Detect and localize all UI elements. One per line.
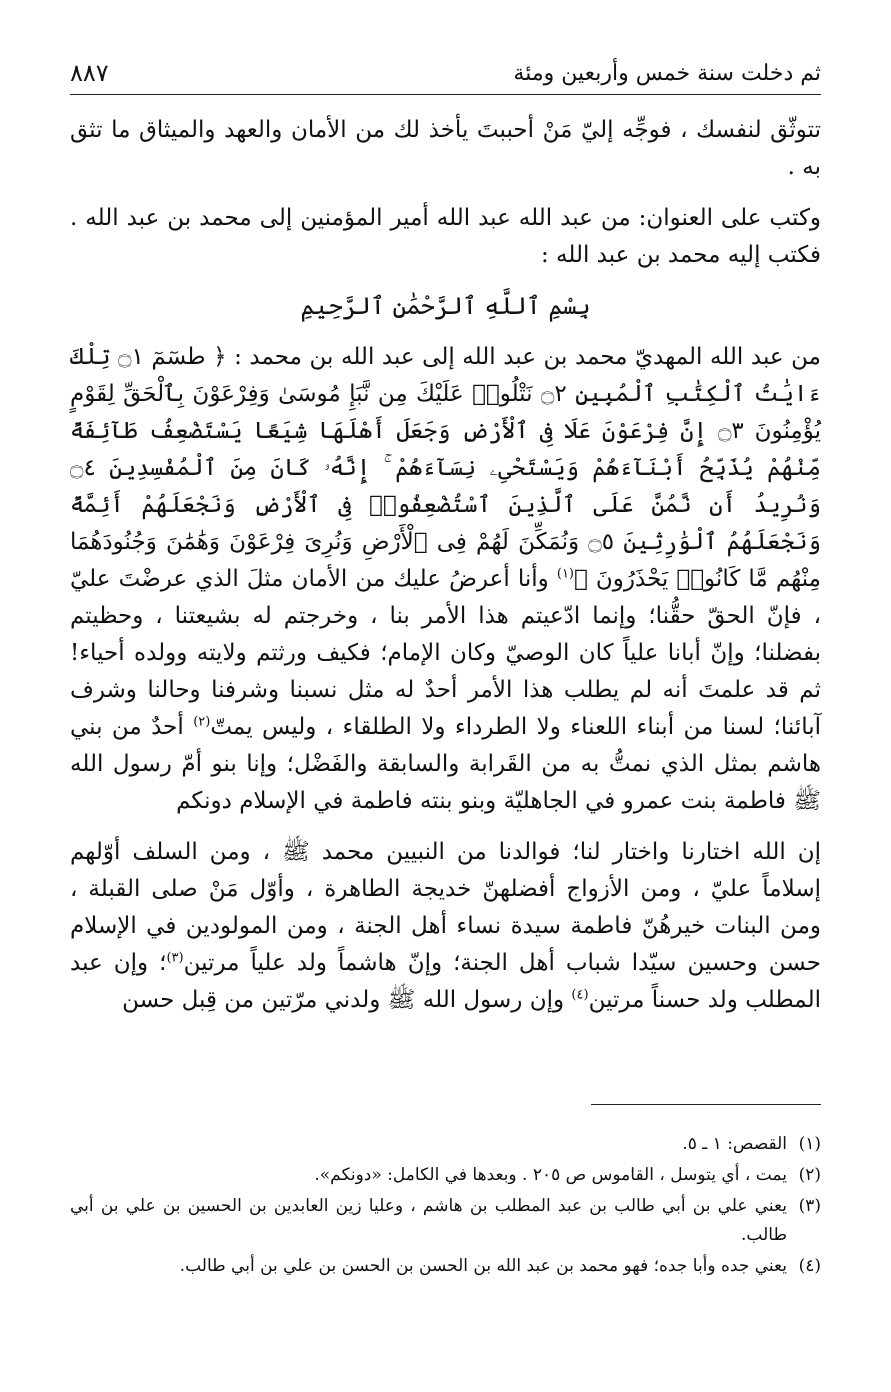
footnotes <box>70 1130 821 1283</box>
paragraph-4-text-b: ؛ وإن عبد المطلب ولد حسناً مرتين <box>70 950 821 1013</box>
footnote-number: (١) <box>798 1134 821 1154</box>
running-header <box>70 52 821 95</box>
footnote-number: (٢) <box>798 1165 821 1185</box>
footnote-ref-1: (١) <box>556 566 574 582</box>
footnote-ref-3: (٣) <box>166 950 184 966</box>
footnote <box>70 1192 821 1250</box>
paragraph-3 <box>70 339 821 820</box>
footnote-divider <box>591 1104 821 1105</box>
footnote-text: يعني علي بن أبي طالب بن عبد المطلب بن هاشم ، وعليا زين العابدين بن الحسين بن علي بن أبي طالب. <box>70 1196 787 1245</box>
page-number: ٨٨٧ <box>70 59 109 87</box>
footnote <box>70 1161 821 1190</box>
footnote-text: يعني جده وأبا جده؛ فهو محمد بن عبد الله بن الحسن بن الحسن بن علي بن أبي طالب. <box>179 1256 787 1276</box>
paragraph-4-text-c: وإن رسول الله ﷺ ولدني مرّتين من قِبل حسن <box>122 987 565 1013</box>
chapter-title: ثم دخلت سنة خمس وأربعين ومئة <box>513 60 821 86</box>
paragraph-2: وكتب على العنوان: من عبد الله عبد الله أمير المؤمنين إلى محمد بن عبد الله . فكتب إليه محمد بن عبد الله : <box>70 205 821 268</box>
footnote-number: (٣) <box>798 1196 821 1216</box>
footnote-text: يمت ، أي يتوسل ، القاموس ص ٢٠٥ . وبعدها في الكامل: «دونكم». <box>314 1165 787 1185</box>
main-text <box>70 112 821 1033</box>
paragraph-4 <box>70 834 821 1019</box>
footnote-text: القصص: ١ ـ ٥. <box>682 1134 787 1154</box>
quran-quote: ﴿ طسٓمٓ ۝١ تِلْكَ ءَايَٰتُ ٱلْكِتَٰبِ ٱلْمُبِينِ ۝٢ نَتْلُوا۟ عَلَيْكَ مِن نَّبَإِ مُوسَىٰ وَفِرْعَوْنَ بِٱلْحَقِّ لِقَوْمٍ يُؤْمِنُونَ ۝٣ إِنَّ فِرْعَوْنَ عَلَا فِى ٱلْأَرْضِ وَجَعَلَ أَهْلَهَا شِيَعًا يَسْتَضْعِفُ طَآئِفَةً مِّنْهُمْ يُذَبِّحُ أَبْنَآءَهُمْ وَيَسْتَحْىِۦ نِسَآءَهُمْ ۚ إِنَّهُۥ كَانَ مِنَ ٱلْمُفْسِدِينَ ۝٤ وَنُرِيدُ أَن نَّمُنَّ عَلَى ٱلَّذِينَ ٱسْتُضْعِفُوا۟ فِى ٱلْأَرْضِ وَنَجْعَلَهُمْ أَئِمَّةً وَنَجْعَلَهُمُ ٱلْوَٰرِثِينَ ۝٥ وَنُمَكِّنَ لَهُمْ فِى ٱلْأَرْضِ وَنُرِىَ فِرْعَوْنَ وَهَٰمَٰنَ وَجُنُودَهُمَا مِنْهُم مَّا كَانُوا۟ يَحْذَرُونَ ﴾ <box>70 344 821 592</box>
footnote <box>70 1252 821 1281</box>
footnote-ref-4: (٤) <box>571 987 589 1003</box>
basmala: بِسْمِ ٱللَّهِ ٱلرَّحْمَٰنِ ٱلرَّحِيمِ <box>300 292 591 320</box>
letter-text-a: وأنا أعرضُ عليك من الأمان مثلَ الذي عرضْتَ عليّ ، فإنّ الحقّ حقُّنا؛ وإنما ادّعيتم هذا الأمر بنا ، وخرجتم له بشيعتنا ، وحظيتم بفضلنا؛ وإنّ أبانا علياً كان الوصيّ وكان الإمام؛ فكيف ورثتم ولايته وولده أحياء! ثم قد علمتَ أنه لم يطلب هذا الأمر أحدٌ له مثل نسبنا وشرفنا وحالنا وشرف آبائنا؛ لسنا من أبناء اللعناء ولا الطرداء ولا الطلقاء ، وليس يمتّ <box>70 566 821 740</box>
footnote-ref-2: (٢) <box>193 714 211 730</box>
footnote <box>70 1130 821 1159</box>
letter-opening: من عبد الله المهديّ محمد بن عبد الله إلى عبد الله بن محمد : <box>234 344 821 370</box>
paragraph-1: تتوثّق لنفسك ، فوجِّه إليّ مَنْ أحببتَ يأخذ لك من الأمان والعهد والميثاق ما تثق به . <box>70 117 821 180</box>
letter-text-b: أحدٌ من بني هاشم بمثل الذي نمتُّ به من القَرابة والسابقة والفَضْل؛ وإنا بنو أمّ رسول الله ﷺ فاطمة بنت عمرو في الجاهليّة وبنو بنته فاطمة في الإسلام دونكم <box>70 714 821 814</box>
footnote-number: (٤) <box>798 1256 821 1276</box>
paragraph-4-text-a: إن الله اختارنا واختار لنا؛ فوالدنا من النبيين محمد ﷺ ، ومن السلف أوّلهم إسلاماً عليّ ، ومن الأزواج أفضلهنّ خديجة الطاهرة ، وأوّل مَنْ صلى القبلة ، ومن البنات خيرهُنّ فاطمة سيدة نساء أهل الجنة ، ومن المولودين في الإسلام حسن وحسين سيّدا شباب أهل الجنة؛ وإنّ هاشماً ولد علياً مرتين <box>70 839 821 976</box>
